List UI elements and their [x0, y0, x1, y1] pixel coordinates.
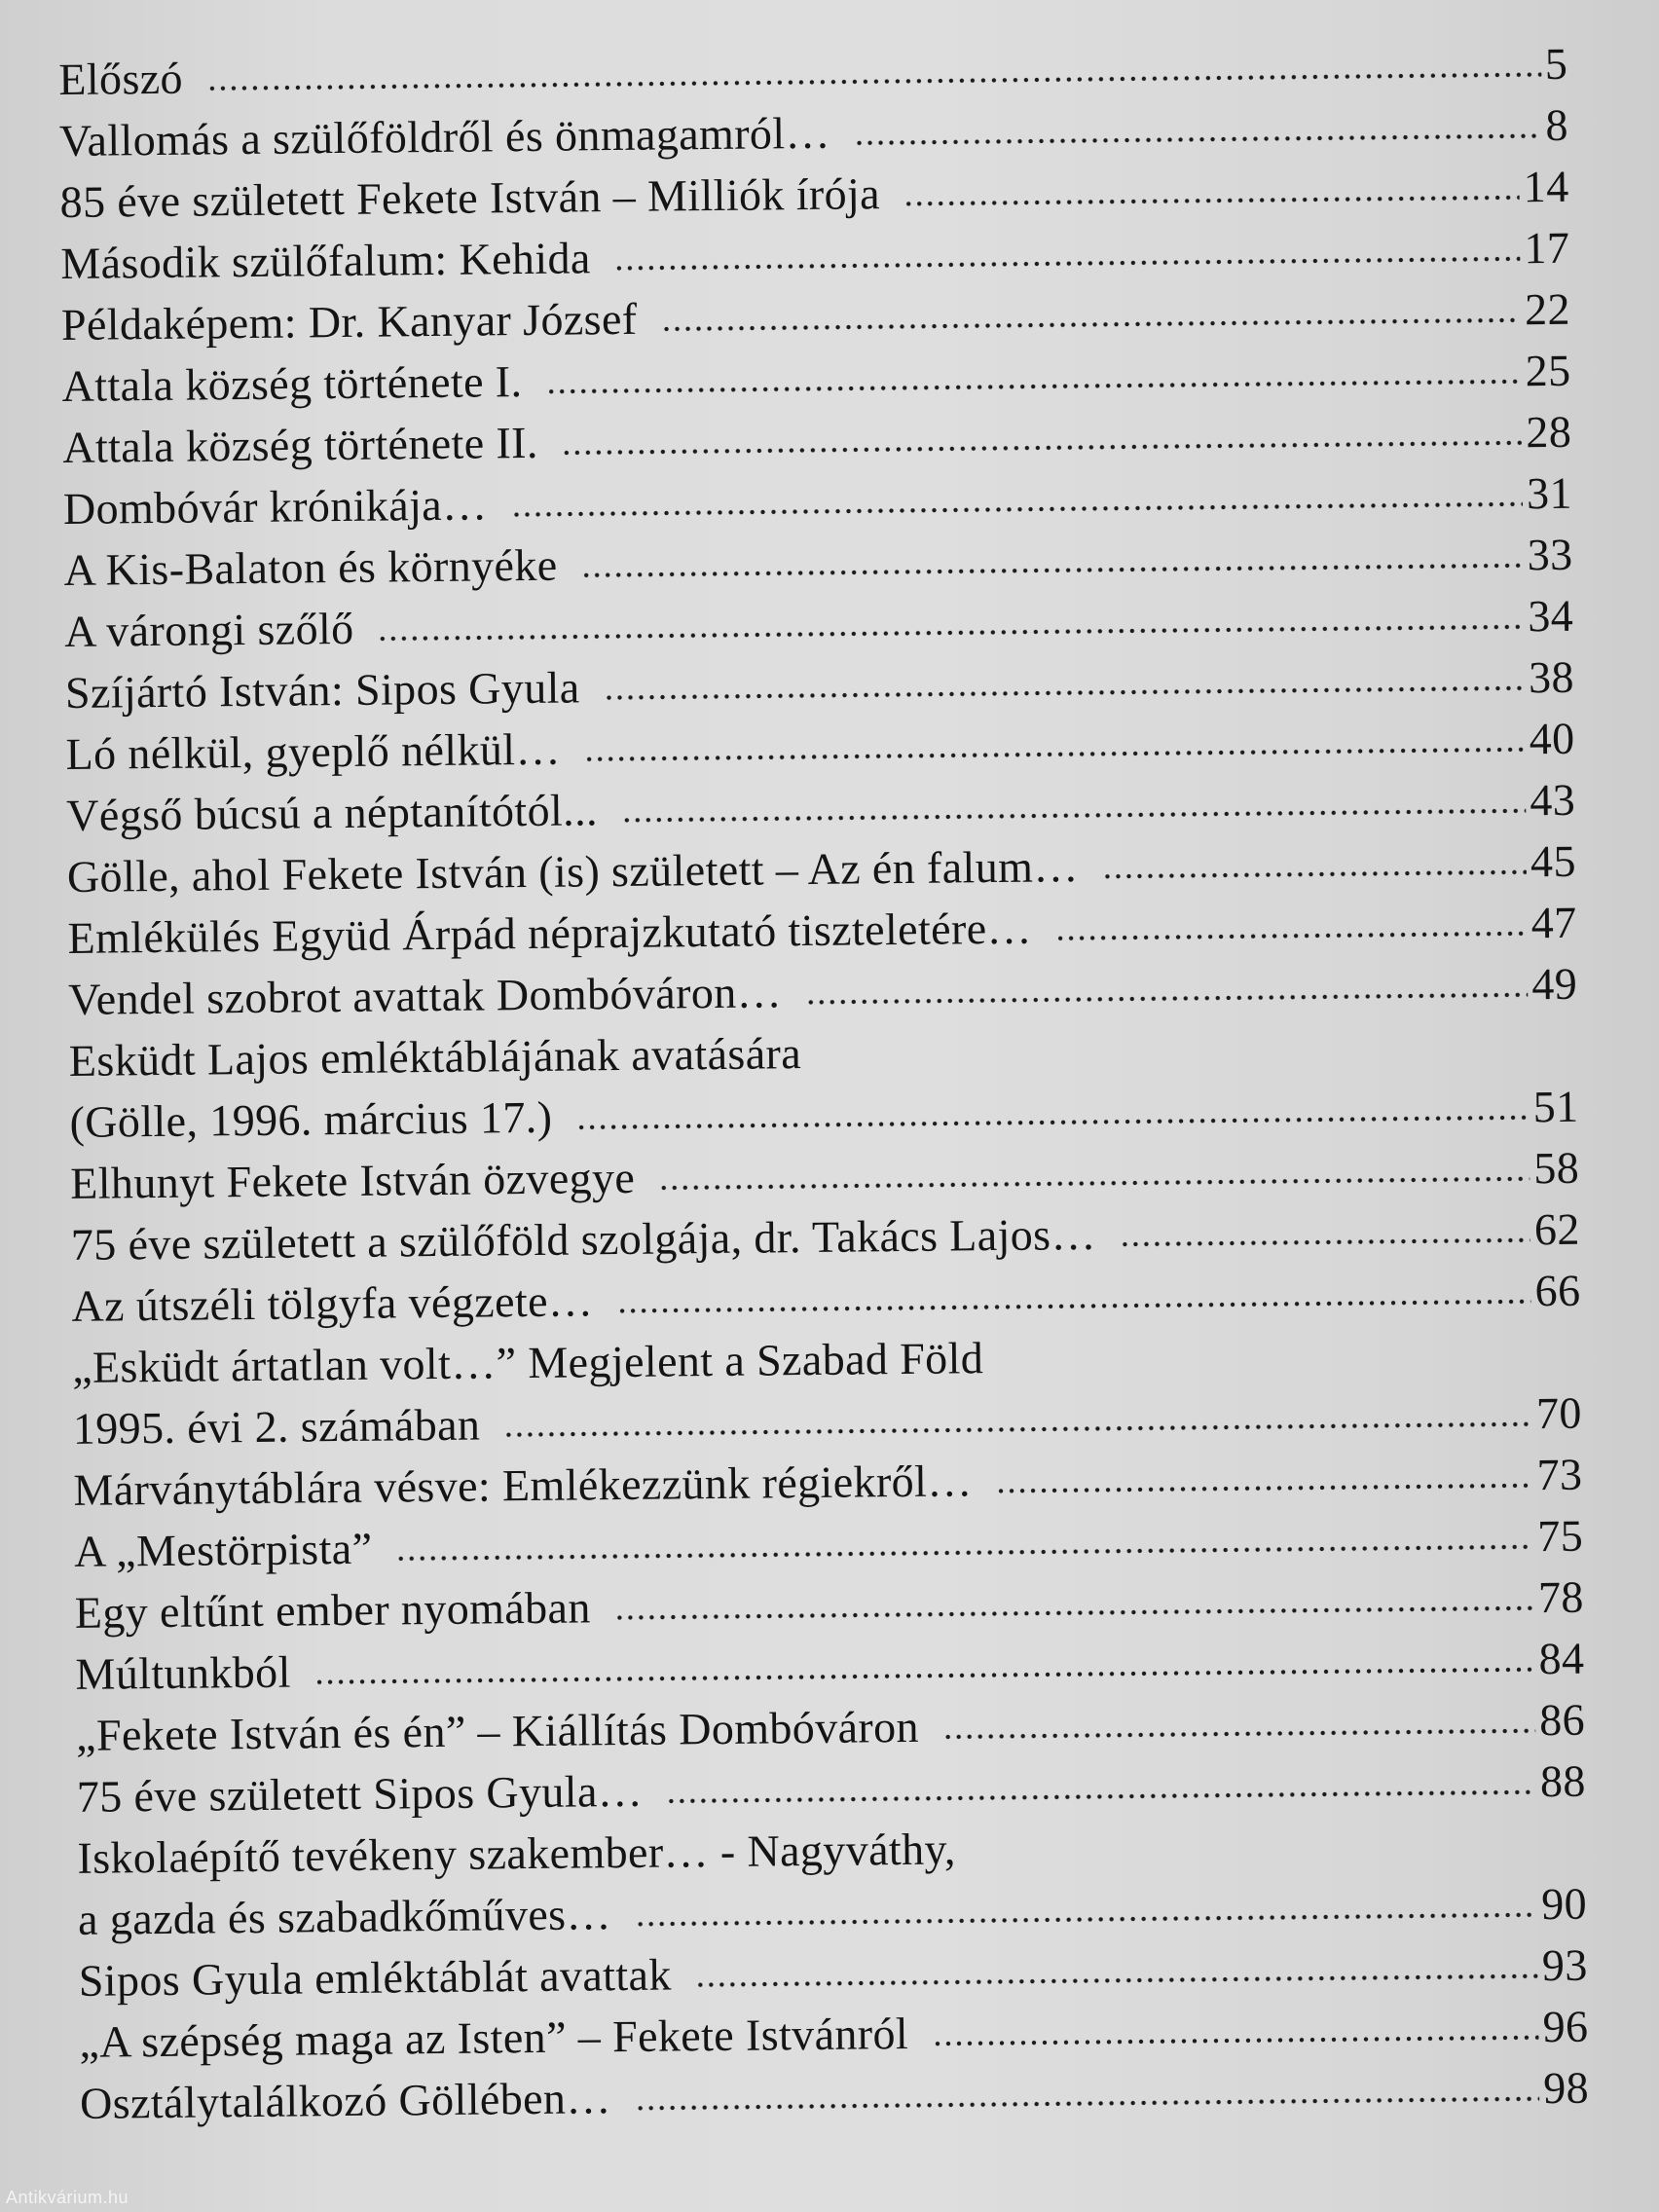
dot-leader — [932, 2031, 1539, 2050]
dot-leader — [545, 375, 1522, 397]
toc-entry-title: Ló nélkül, gyeplő nélkül… — [65, 723, 562, 779]
toc-entry-page-number: 33 — [1527, 529, 1573, 580]
dot-leader — [854, 129, 1542, 149]
dot-leader — [503, 1418, 1532, 1441]
dot-leader — [511, 498, 1524, 521]
toc-entry-title-line: Iskolaépítő tevékeny szakember… - Nagyváthy, — [77, 1824, 957, 1883]
dot-leader — [621, 804, 1527, 827]
toc-entry-title: „A szépség maga az Isten” – Fekete Istvánról — [79, 2008, 909, 2067]
toc-entry-page-number: 93 — [1541, 1939, 1588, 1991]
toc-entry-title: Végső búcsú a néptanítótól... — [65, 785, 599, 840]
toc-entry-title: 75 éve született Sipos Gyula… — [76, 1765, 644, 1822]
toc-entry-page-number: 43 — [1530, 774, 1576, 826]
dot-leader — [996, 1479, 1533, 1497]
dot-leader — [604, 682, 1526, 704]
toc-entry-page-number: 73 — [1536, 1449, 1583, 1500]
toc-entry-page-number: 86 — [1538, 1694, 1586, 1746]
toc-entry-page-number: 28 — [1526, 406, 1572, 458]
toc-entry — [77, 1812, 1587, 1950]
dot-leader — [666, 1786, 1536, 1807]
toc-entry-page-number: 31 — [1526, 467, 1573, 519]
toc-entry-page-number: 51 — [1532, 1081, 1579, 1132]
toc-entry-page-number: 49 — [1531, 958, 1578, 1010]
dot-leader — [1055, 927, 1528, 944]
toc-entry-title: Márványtáblára vésve: Emlékezzünk régiekről… — [73, 1456, 973, 1515]
toc-entry-page-number: 84 — [1538, 1633, 1585, 1684]
toc-entry-title: Előszó — [58, 53, 184, 104]
toc-entry-title: A várongi szőlő — [64, 603, 354, 656]
dot-leader — [616, 1295, 1531, 1317]
dot-leader — [206, 68, 1541, 94]
toc-entry-title: (Gölle, 1996. március 17.) — [69, 1091, 553, 1147]
toc-entry-title: a gazda és szabadkőműves… — [77, 1889, 612, 1944]
toc-entry-page-number: 88 — [1539, 1755, 1586, 1807]
dot-leader — [942, 1724, 1535, 1743]
toc-entry-title: Vallomás a szülőföldről és önmagamról… — [58, 107, 831, 166]
dot-leader — [581, 559, 1524, 581]
toc-entry-title: Múltunkból — [75, 1646, 291, 1699]
toc-entry-page-number: 66 — [1534, 1265, 1581, 1316]
toc-entry — [72, 1321, 1582, 1459]
toc-entry-title: Elhunyt Fekete István özvegye — [69, 1152, 636, 1208]
toc-entry-title: 85 éve született Fekete István – Milliók írója — [59, 168, 881, 227]
toc-entry-title: 75 éve született a szülőföld szolgája, dr. Takács Lajos… — [70, 1208, 1097, 1270]
toc-entry-title: A Kis-Balaton és környéke — [63, 539, 558, 595]
toc-entry-page-number: 14 — [1523, 161, 1569, 212]
dot-leader — [635, 1908, 1538, 1931]
toc-entry-page-number: 25 — [1525, 345, 1571, 396]
toc-entry-page-number: 22 — [1524, 283, 1571, 335]
toc-entry-title: 1995. évi 2. számában — [72, 1399, 481, 1454]
dot-leader — [661, 313, 1522, 335]
toc-entry-page-number: 62 — [1533, 1203, 1581, 1255]
toc-entry-title: Attala község története I. — [61, 356, 523, 411]
toc-entry-title-line: „Esküdt ártatlan volt…” Megjelent a Szabad Föld — [71, 1333, 984, 1392]
toc-entry-title: Az útszéli tölgyfa végzete… — [71, 1275, 594, 1331]
toc-entry-title: Attala község története II. — [62, 417, 539, 472]
toc-entry-page-number: 78 — [1537, 1571, 1585, 1623]
dot-leader — [584, 743, 1526, 765]
watermark: Antikvárium.hu — [6, 2188, 129, 2207]
dot-leader — [658, 1172, 1530, 1194]
dot-leader — [378, 620, 1525, 645]
dot-leader — [575, 1111, 1529, 1133]
toc-entry-page-number: 34 — [1528, 590, 1574, 642]
table-of-contents — [58, 33, 1589, 2134]
toc-entry-title: Gölle, ahol Fekete István (is) született – Az én falum… — [66, 841, 1079, 902]
dot-leader — [903, 191, 1520, 210]
toc-entry-title: A „Mestörpista” — [73, 1523, 373, 1576]
dot-leader — [562, 436, 1523, 459]
dot-leader — [614, 1602, 1534, 1624]
toc-entry-title: Második szülőfalum: Kehida — [60, 233, 591, 288]
toc-entry-page-number: 45 — [1530, 835, 1577, 887]
toc-entry-page-number: 75 — [1537, 1510, 1584, 1562]
dot-leader — [1120, 1234, 1530, 1250]
toc-entry-page-number: 70 — [1535, 1387, 1583, 1439]
dot-leader — [1102, 866, 1527, 883]
toc-entry-title-line: Esküdt Lajos emléktáblájának avatására — [68, 1028, 802, 1086]
toc-entry-page-number: 58 — [1533, 1142, 1580, 1194]
toc-entry-page-number: 90 — [1540, 1878, 1588, 1930]
toc-entry-title: Szíjártó István: Sipos Gyula — [64, 662, 580, 718]
toc-entry-page-number: 96 — [1542, 2001, 1589, 2052]
dot-leader — [635, 2092, 1540, 2115]
dot-leader — [695, 1970, 1538, 1991]
toc-entry-title: Osztálytalálkozó Göllében… — [79, 2073, 611, 2128]
toc-entry — [69, 1014, 1579, 1153]
toc-entry-title: Egy eltűnt ember nyomában — [74, 1582, 591, 1638]
toc-entry-page-number: 8 — [1545, 99, 1569, 151]
toc-entry-title: Sipos Gyula emléktáblát avattak — [78, 1949, 672, 2006]
toc-entry-page-number: 98 — [1542, 2062, 1590, 2114]
dot-leader — [395, 1540, 1533, 1565]
toc-entry-page-number: 5 — [1544, 38, 1568, 90]
toc-entry-title: Emlékülés Együd Árpád néprajzkutató tiszteletére… — [67, 903, 1033, 963]
toc-entry-page-number: 17 — [1524, 222, 1570, 274]
toc-entry-page-number: 38 — [1528, 651, 1575, 703]
toc-entry-title: „Fekete István és én” – Kiállítás Dombóváron — [75, 1701, 920, 1760]
toc-entry-title: Példaképem: Dr. Kanyar József — [60, 293, 638, 350]
toc-entry-title: Vendel szobrot avattak Dombóváron… — [67, 967, 783, 1024]
toc-entry-page-number: 40 — [1529, 713, 1575, 764]
dot-leader — [614, 252, 1521, 275]
toc-entry-page-number: 47 — [1530, 897, 1577, 948]
dot-leader — [314, 1663, 1535, 1688]
toc-entry-title: Dombóvár krónikája… — [62, 479, 488, 534]
dot-leader — [805, 988, 1528, 1009]
